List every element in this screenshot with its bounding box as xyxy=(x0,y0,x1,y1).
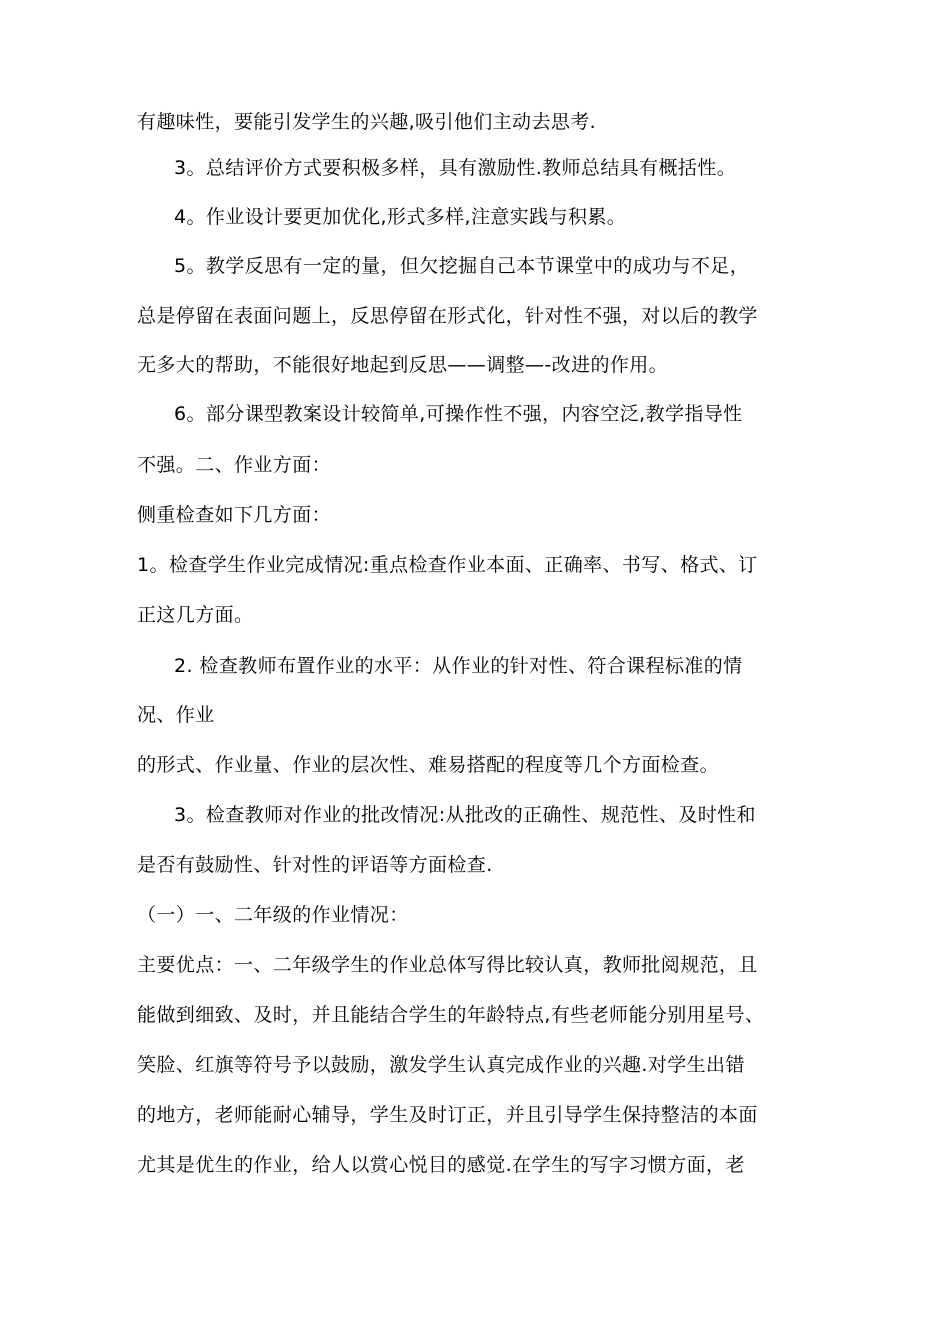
text-line: 4。作业设计要更加优化,形式多样,注意实践与积累。 xyxy=(174,206,627,228)
text-line: 3。检查教师对作业的批改情况:从批改的正确性、规范性、及时性和 xyxy=(174,804,756,826)
text-line: 5。教学反思有一定的量，但欠挖掘自己本节课堂中的成功与不足， xyxy=(174,255,750,277)
text-line: 的形式、作业量、作业的层次性、难易搭配的程度等几个方面检查。 xyxy=(137,754,720,776)
text-line: （一）一、二年级的作业情况： xyxy=(137,904,409,926)
text-line: 2. 检查教师布置作业的水平：从作业的针对性、符合课程标准的情 xyxy=(174,655,743,677)
text-line: 的地方，老师能耐心辅导，学生及时订正，并且引导学生保持整洁的本面 xyxy=(137,1104,758,1126)
text-line: 正这几方面。 xyxy=(137,604,254,626)
text-line: 能做到细致、及时，并且能结合学生的年龄特点,有些老师能分别用星号、 xyxy=(137,1004,765,1026)
text-line: 6。部分课型教案设计较简单,可操作性不强，内容空泛,教学指导性 xyxy=(174,403,743,425)
text-line: 总是停留在表面问题上，反思停留在形式化，针对性不强，对以后的教学 xyxy=(137,305,758,327)
text-line: 侧重检查如下几方面： xyxy=(137,504,332,526)
text-line: 况、作业 xyxy=(137,704,215,726)
text-line: 笑脸、红旗等符号予以鼓励，激发学生认真完成作业的兴趣.对学生出错 xyxy=(137,1054,745,1076)
text-line: 无多大的帮助，不能很好地起到反思——调整—-改进的作用。 xyxy=(137,354,669,376)
text-line: 不强。二、作业方面： xyxy=(137,454,332,476)
text-line: 主要优点：一、二年级学生的作业总体写得比较认真，教师批阅规范，且 xyxy=(137,954,758,976)
text-line: 1。检查学生作业完成情况:重点检查作业本面、正确率、书写、格式、订 xyxy=(137,554,758,576)
text-line: 有趣味性，要能引发学生的兴趣,吸引他们主动去思考. xyxy=(137,111,597,133)
text-line: 是否有鼓励性、针对性的评语等方面检查. xyxy=(137,854,493,876)
text-line: 尤其是优生的作业，给人以赏心悦目的感觉.在学生的写字习惯方面，老 xyxy=(137,1154,745,1176)
text-line: 3。总结评价方式要积极多样，具有激励性.教师总结具有概括性。 xyxy=(174,157,737,179)
